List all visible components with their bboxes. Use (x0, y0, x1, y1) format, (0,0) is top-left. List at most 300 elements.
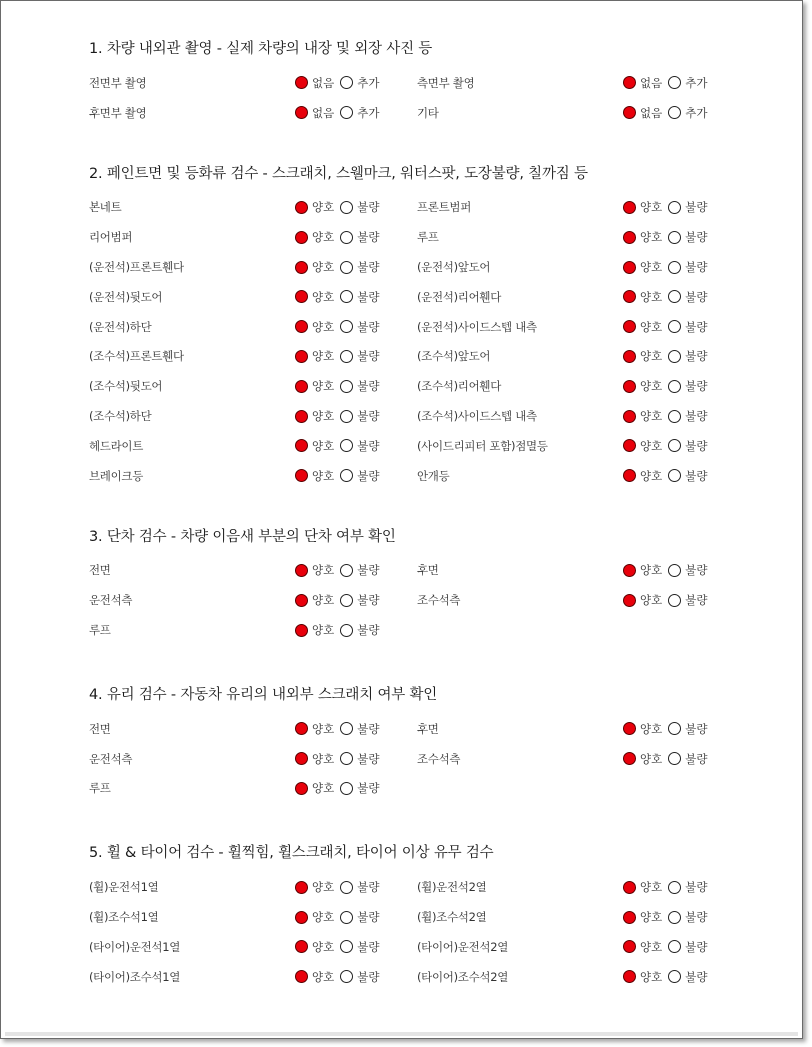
checklist-item (89, 401, 417, 431)
radio-option-label[interactable]: 양호 (312, 721, 335, 736)
radio-selected-icon[interactable] (623, 410, 636, 423)
radio-option-label[interactable]: 양호 (640, 468, 663, 483)
radio-option-label[interactable]: 양호 (640, 910, 663, 925)
radio-selected-icon[interactable] (295, 594, 308, 607)
radio-option-label[interactable]: 불량 (357, 319, 380, 334)
radio-option-label[interactable]: 불량 (357, 563, 380, 578)
radio-option-label[interactable]: 양호 (640, 379, 663, 394)
item-label: (운전석)하단 (89, 319, 152, 334)
checklist-item (89, 342, 417, 372)
checklist-item (89, 872, 417, 902)
radio-option-label[interactable]: 불량 (685, 910, 708, 925)
radio-option-label[interactable]: 양호 (312, 319, 335, 334)
checklist-grid (89, 193, 729, 491)
radio-option-label[interactable]: 불량 (357, 910, 380, 925)
radio-option-label[interactable]: 양호 (312, 969, 335, 984)
item-label: 기타 (417, 105, 439, 120)
radio-selected-icon[interactable] (623, 940, 636, 953)
section-1 (89, 39, 729, 128)
radio-group (295, 721, 385, 737)
radio-option-label[interactable]: 양호 (312, 230, 335, 245)
radio-selected-icon[interactable] (623, 76, 636, 89)
radio-option-label[interactable]: 불량 (357, 468, 380, 483)
radio-unselected-icon[interactable] (340, 970, 353, 983)
checklist-item (417, 282, 729, 312)
checklist-item (417, 222, 729, 252)
radio-option-label[interactable]: 양호 (640, 721, 663, 736)
radio-unselected-icon[interactable] (340, 564, 353, 577)
radio-unselected-icon[interactable] (668, 261, 681, 274)
checklist-item (89, 193, 417, 223)
radio-option-label[interactable]: 불량 (685, 349, 708, 364)
item-label: (휠)운전석1열 (89, 880, 159, 895)
radio-group (623, 105, 713, 121)
radio-option-label[interactable]: 불량 (357, 409, 380, 424)
item-label: (타이어)운전석1열 (89, 939, 181, 954)
radio-option-label[interactable]: 양호 (640, 319, 663, 334)
radio-option-label[interactable]: 불량 (357, 593, 380, 608)
radio-selected-icon[interactable] (295, 380, 308, 393)
checklist-item (417, 342, 729, 372)
radio-selected-icon[interactable] (295, 881, 308, 894)
radio-selected-icon[interactable] (295, 76, 308, 89)
radio-option-label[interactable]: 불량 (357, 200, 380, 215)
radio-selected-icon[interactable] (623, 380, 636, 393)
checklist-item (89, 371, 417, 401)
radio-unselected-icon[interactable] (668, 469, 681, 482)
radio-option-label[interactable]: 불량 (685, 563, 708, 578)
checklist-item (417, 431, 729, 461)
radio-selected-icon[interactable] (623, 752, 636, 765)
radio-option-label[interactable]: 불량 (685, 230, 708, 245)
radio-group (295, 562, 385, 578)
radio-option-label[interactable]: 양호 (312, 468, 335, 483)
radio-option-label[interactable]: 양호 (312, 200, 335, 215)
radio-option-label[interactable]: 불량 (685, 969, 708, 984)
item-label: (사이드리피터 포함)점멸등 (417, 438, 548, 453)
radio-option-label[interactable]: 양호 (312, 438, 335, 453)
radio-selected-icon[interactable] (295, 439, 308, 452)
radio-option-label[interactable]: 양호 (312, 751, 335, 766)
radio-selected-icon[interactable] (295, 469, 308, 482)
radio-unselected-icon[interactable] (668, 970, 681, 983)
radio-selected-icon[interactable] (295, 722, 308, 735)
radio-option-label[interactable]: 추가 (357, 105, 380, 120)
radio-unselected-icon[interactable] (668, 201, 681, 214)
radio-group (623, 289, 713, 305)
radio-option-label[interactable]: 불량 (685, 319, 708, 334)
radio-option-label[interactable]: 불량 (685, 260, 708, 275)
radio-unselected-icon[interactable] (668, 594, 681, 607)
item-label: 후면부 촬영 (89, 105, 147, 120)
radio-selected-icon[interactable] (295, 752, 308, 765)
radio-selected-icon[interactable] (623, 231, 636, 244)
radio-unselected-icon[interactable] (340, 290, 353, 303)
radio-group (295, 780, 385, 796)
section-5 (89, 843, 729, 991)
inspection-form (89, 39, 729, 992)
checklist-item (89, 744, 417, 774)
radio-selected-icon[interactable] (623, 970, 636, 983)
radio-option-label[interactable]: 불량 (357, 880, 380, 895)
radio-option-label[interactable]: 양호 (312, 289, 335, 304)
radio-option-label[interactable]: 양호 (312, 260, 335, 275)
radio-unselected-icon[interactable] (668, 231, 681, 244)
item-label: 전면 (89, 721, 111, 736)
radio-option-label[interactable]: 양호 (312, 939, 335, 954)
radio-unselected-icon[interactable] (340, 469, 353, 482)
radio-option-label[interactable]: 양호 (312, 349, 335, 364)
radio-selected-icon[interactable] (623, 564, 636, 577)
radio-selected-icon[interactable] (623, 881, 636, 894)
item-label: (휠)조수석2열 (417, 910, 487, 925)
radio-option-label[interactable]: 양호 (640, 230, 663, 245)
item-label: 리어범퍼 (89, 230, 133, 245)
radio-option-label[interactable]: 양호 (640, 969, 663, 984)
radio-option-label[interactable]: 양호 (312, 623, 335, 638)
item-label: 루프 (89, 781, 111, 796)
radio-selected-icon[interactable] (295, 940, 308, 953)
item-label: 운전석측 (89, 751, 133, 766)
section-spacer (89, 128, 729, 164)
radio-option-label[interactable]: 양호 (312, 880, 335, 895)
radio-group (623, 879, 713, 895)
radio-selected-icon[interactable] (623, 469, 636, 482)
radio-unselected-icon[interactable] (340, 782, 353, 795)
radio-unselected-icon[interactable] (340, 231, 353, 244)
checklist-item (89, 312, 417, 342)
item-label: (타이어)조수석2열 (417, 969, 509, 984)
radio-option-label[interactable]: 양호 (640, 880, 663, 895)
radio-group (623, 408, 713, 424)
radio-option-label[interactable]: 양호 (640, 563, 663, 578)
radio-group (623, 199, 713, 215)
radio-unselected-icon[interactable] (668, 911, 681, 924)
radio-selected-icon[interactable] (623, 320, 636, 333)
radio-unselected-icon[interactable] (668, 439, 681, 452)
checklist-item (417, 932, 729, 962)
radio-group (295, 105, 385, 121)
radio-selected-icon[interactable] (623, 350, 636, 363)
radio-option-label[interactable]: 불량 (357, 939, 380, 954)
item-label: (조수석)리어휀다 (417, 379, 502, 394)
radio-option-label[interactable]: 없음 (312, 75, 335, 90)
radio-option-label[interactable]: 불량 (357, 751, 380, 766)
radio-group (623, 592, 713, 608)
radio-option-label[interactable]: 불량 (357, 969, 380, 984)
radio-selected-icon[interactable] (623, 722, 636, 735)
checklist-item (417, 401, 729, 431)
radio-option-label[interactable]: 불량 (685, 200, 708, 215)
radio-option-label[interactable]: 불량 (685, 468, 708, 483)
radio-unselected-icon[interactable] (668, 320, 681, 333)
item-label: (운전석)뒷도어 (89, 289, 163, 304)
radio-selected-icon[interactable] (623, 594, 636, 607)
item-label: (조수석)뒷도어 (89, 379, 163, 394)
radio-option-label[interactable]: 불량 (357, 379, 380, 394)
radio-group (623, 378, 713, 394)
item-label: 브레이크등 (89, 468, 144, 483)
radio-option-label[interactable]: 불량 (357, 623, 380, 638)
section-3 (89, 527, 729, 645)
item-label: 안개등 (417, 468, 450, 483)
section-title: 4. 유리 검수 - 자동차 유리의 내외부 스크래치 여부 확인 (89, 686, 438, 703)
radio-unselected-icon[interactable] (340, 881, 353, 894)
checklist-item (89, 902, 417, 932)
radio-unselected-icon[interactable] (340, 76, 353, 89)
radio-unselected-icon[interactable] (668, 290, 681, 303)
checklist-item (89, 962, 417, 992)
checklist-item (89, 222, 417, 252)
radio-selected-icon[interactable] (295, 231, 308, 244)
radio-option-label[interactable]: 양호 (640, 349, 663, 364)
radio-unselected-icon[interactable] (668, 881, 681, 894)
item-label: 조수석측 (417, 593, 461, 608)
radio-selected-icon[interactable] (295, 290, 308, 303)
radio-unselected-icon[interactable] (668, 940, 681, 953)
radio-selected-icon[interactable] (623, 106, 636, 119)
radio-option-label[interactable]: 양호 (640, 289, 663, 304)
radio-group (623, 75, 713, 91)
checklist-grid (89, 872, 729, 991)
checklist-item (89, 615, 417, 645)
radio-group (623, 721, 713, 737)
radio-group (623, 229, 713, 245)
checklist-grid (89, 714, 729, 803)
checklist-item (417, 902, 729, 932)
item-label: 후면 (417, 721, 439, 736)
section-4 (89, 685, 729, 803)
radio-option-label[interactable]: 불량 (685, 409, 708, 424)
radio-group (295, 259, 385, 275)
checklist-item (417, 98, 729, 128)
radio-group (295, 879, 385, 895)
radio-unselected-icon[interactable] (340, 261, 353, 274)
radio-unselected-icon[interactable] (668, 564, 681, 577)
radio-group (623, 969, 713, 985)
radio-group (295, 939, 385, 955)
radio-option-label[interactable]: 불량 (357, 230, 380, 245)
radio-unselected-icon[interactable] (668, 410, 681, 423)
radio-selected-icon[interactable] (623, 261, 636, 274)
radio-unselected-icon[interactable] (668, 722, 681, 735)
checklist-item (89, 68, 417, 98)
radio-option-label[interactable]: 불량 (685, 751, 708, 766)
checklist-item (417, 872, 729, 902)
radio-option-label[interactable]: 양호 (640, 200, 663, 215)
radio-group (623, 468, 713, 484)
item-label: (휠)조수석1열 (89, 910, 159, 925)
item-label: (운전석)앞도어 (417, 260, 491, 275)
radio-unselected-icon[interactable] (668, 752, 681, 765)
checklist-item (89, 282, 417, 312)
radio-selected-icon[interactable] (295, 320, 308, 333)
checklist-item (89, 252, 417, 282)
item-label: (타이어)조수석1열 (89, 969, 181, 984)
radio-unselected-icon[interactable] (340, 911, 353, 924)
radio-option-label[interactable]: 불량 (685, 438, 708, 453)
radio-group (295, 969, 385, 985)
radio-unselected-icon[interactable] (340, 410, 353, 423)
radio-unselected-icon[interactable] (340, 201, 353, 214)
radio-option-label[interactable]: 양호 (312, 593, 335, 608)
item-label: 전면 (89, 563, 111, 578)
section-spacer (89, 491, 729, 527)
radio-selected-icon[interactable] (295, 106, 308, 119)
radio-selected-icon[interactable] (623, 290, 636, 303)
checklist-grid (89, 68, 729, 128)
radio-group (623, 319, 713, 335)
radio-group (623, 939, 713, 955)
radio-group (295, 909, 385, 925)
item-label: 본네트 (89, 200, 122, 215)
item-label: (휠)운전석2열 (417, 880, 487, 895)
radio-selected-icon[interactable] (295, 410, 308, 423)
radio-selected-icon[interactable] (295, 782, 308, 795)
radio-option-label[interactable]: 양호 (640, 751, 663, 766)
radio-option-label[interactable]: 불량 (357, 438, 380, 453)
radio-option-label[interactable]: 불량 (685, 379, 708, 394)
radio-option-label[interactable]: 양호 (312, 379, 335, 394)
radio-unselected-icon[interactable] (340, 752, 353, 765)
radio-option-label[interactable]: 양호 (640, 260, 663, 275)
radio-unselected-icon[interactable] (340, 594, 353, 607)
radio-option-label[interactable]: 불량 (357, 289, 380, 304)
radio-group (295, 75, 385, 91)
radio-option-label[interactable]: 추가 (357, 75, 380, 90)
radio-selected-icon[interactable] (295, 970, 308, 983)
radio-selected-icon[interactable] (623, 911, 636, 924)
radio-option-label[interactable]: 양호 (640, 593, 663, 608)
radio-group (295, 408, 385, 424)
item-label: (타이어)운전석2열 (417, 939, 509, 954)
radio-option-label[interactable]: 없음 (640, 105, 663, 120)
radio-option-label[interactable]: 양호 (640, 438, 663, 453)
item-label: (조수석)프론트휀다 (89, 349, 184, 364)
item-label: 루프 (417, 230, 439, 245)
radio-option-label[interactable]: 양호 (640, 939, 663, 954)
checklist-item (417, 585, 729, 615)
radio-group (623, 751, 713, 767)
checklist-item (89, 98, 417, 128)
radio-selected-icon[interactable] (623, 201, 636, 214)
radio-selected-icon[interactable] (295, 350, 308, 363)
radio-unselected-icon[interactable] (668, 350, 681, 363)
radio-option-label[interactable]: 불량 (357, 349, 380, 364)
item-label: (조수석)하단 (89, 409, 152, 424)
radio-option-label[interactable]: 불량 (357, 721, 380, 736)
radio-selected-icon[interactable] (295, 911, 308, 924)
radio-option-label[interactable]: 추가 (685, 105, 708, 120)
radio-option-label[interactable]: 불량 (357, 781, 380, 796)
item-label: 전면부 촬영 (89, 75, 147, 90)
item-label: (운전석)리어휀다 (417, 289, 502, 304)
radio-option-label[interactable]: 불량 (685, 880, 708, 895)
radio-unselected-icon[interactable] (340, 106, 353, 119)
radio-option-label[interactable]: 양호 (312, 563, 335, 578)
radio-group (295, 229, 385, 245)
radio-group (623, 562, 713, 578)
checklist-item (417, 193, 729, 223)
item-label: 루프 (89, 623, 111, 638)
radio-unselected-icon[interactable] (340, 940, 353, 953)
checklist-item (89, 585, 417, 615)
horizontal-scrollbar[interactable] (5, 1032, 798, 1036)
item-label: (운전석)사이드스텝 내측 (417, 319, 537, 334)
item-label: 헤드라이트 (89, 438, 144, 453)
checklist-item (417, 252, 729, 282)
checklist-item (89, 461, 417, 491)
radio-option-label[interactable]: 불량 (685, 593, 708, 608)
radio-option-label[interactable]: 불량 (685, 721, 708, 736)
radio-group (295, 199, 385, 215)
radio-group (295, 592, 385, 608)
item-label: 프론트범퍼 (417, 200, 472, 215)
radio-unselected-icon[interactable] (340, 722, 353, 735)
radio-option-label[interactable]: 불량 (685, 289, 708, 304)
radio-option-label[interactable]: 추가 (685, 75, 708, 90)
item-label: (운전석)프론트휀다 (89, 260, 184, 275)
section-title: 2. 페인트면 및 등화류 검수 - 스크래치, 스웰마크, 워터스팟, 도장불량, 칠까짐 등 (89, 165, 588, 182)
radio-selected-icon[interactable] (295, 624, 308, 637)
radio-group (295, 289, 385, 305)
radio-option-label[interactable]: 양호 (312, 409, 335, 424)
radio-option-label[interactable]: 불량 (685, 939, 708, 954)
radio-option-label[interactable]: 없음 (640, 75, 663, 90)
radio-unselected-icon[interactable] (668, 76, 681, 89)
section-title: 3. 단차 검수 - 차량 이음새 부분의 단차 여부 확인 (89, 528, 396, 545)
radio-selected-icon[interactable] (623, 439, 636, 452)
radio-unselected-icon[interactable] (340, 350, 353, 363)
radio-option-label[interactable]: 불량 (357, 260, 380, 275)
section-title: 1. 차량 내외관 촬영 - 실제 차량의 내장 및 외장 사진 등 (89, 41, 433, 57)
checklist-item (89, 556, 417, 586)
checklist-item (89, 774, 417, 804)
checklist-item (89, 932, 417, 962)
section-spacer (89, 645, 729, 685)
radio-unselected-icon[interactable] (340, 624, 353, 637)
radio-unselected-icon[interactable] (340, 439, 353, 452)
item-label: 측면부 촬영 (417, 75, 475, 90)
checklist-item (417, 371, 729, 401)
radio-group (623, 348, 713, 364)
radio-option-label[interactable]: 양호 (312, 781, 335, 796)
radio-unselected-icon[interactable] (668, 380, 681, 393)
radio-unselected-icon[interactable] (340, 380, 353, 393)
radio-group (295, 348, 385, 364)
radio-group (295, 378, 385, 394)
radio-group (295, 622, 385, 638)
radio-option-label[interactable]: 없음 (312, 105, 335, 120)
radio-unselected-icon[interactable] (668, 106, 681, 119)
radio-option-label[interactable]: 양호 (640, 409, 663, 424)
checklist-item (89, 714, 417, 744)
radio-option-label[interactable]: 양호 (312, 910, 335, 925)
section-2 (89, 164, 729, 491)
section-title: 5. 휠 & 타이어 검수 - 휠찍힘, 휠스크래치, 타이어 이상 유무 검수 (89, 845, 494, 862)
radio-group (623, 909, 713, 925)
radio-group (295, 751, 385, 767)
checklist-item (417, 461, 729, 491)
radio-group (295, 468, 385, 484)
checklist-item (417, 556, 729, 586)
radio-unselected-icon[interactable] (340, 320, 353, 333)
radio-selected-icon[interactable] (295, 201, 308, 214)
radio-selected-icon[interactable] (295, 564, 308, 577)
checklist-item (417, 744, 729, 774)
radio-selected-icon[interactable] (295, 261, 308, 274)
radio-group (295, 319, 385, 335)
